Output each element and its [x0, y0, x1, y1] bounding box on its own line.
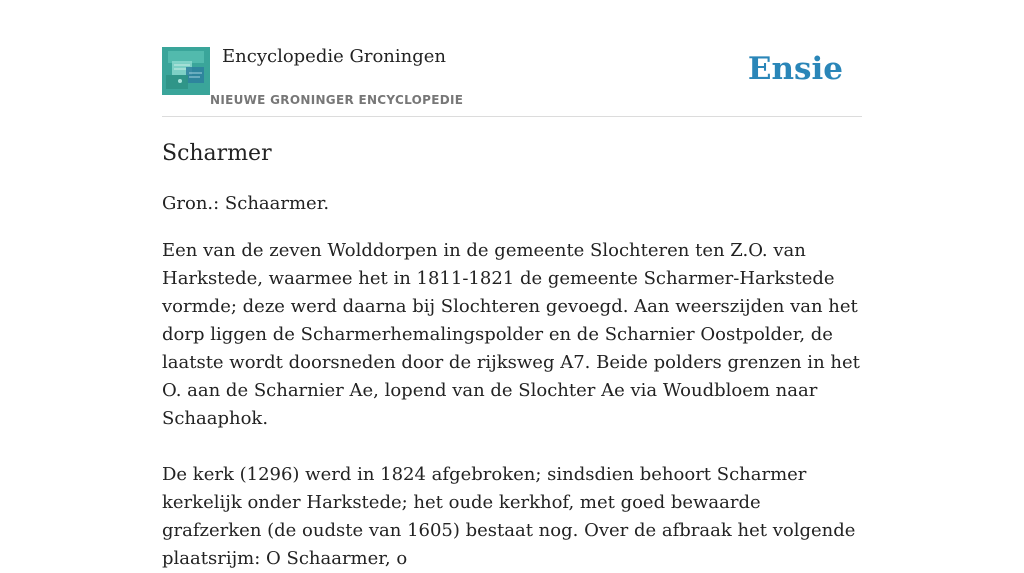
article-paragraph: Gron.: Schaarmer. [162, 193, 330, 214]
site-title[interactable]: Encyclopedie Groningen [222, 46, 447, 67]
article-paragraph: De kerk (1296) werd in 1824 afgebroken; sindsdien behoort Scharmer kerkelijk onder Harkstede; het oude kerkhof, met goed bewaarde grafzerken (de oudste van 1605) bestaat nog. Over de afbraak het volgende plaatsrijm: O Schaarmer, o [162, 464, 856, 569]
brand-logo[interactable]: Ensie [747, 51, 843, 87]
article-title: Scharmer [162, 141, 272, 166]
map-logo-icon[interactable] [162, 47, 210, 95]
article-content [162, 138, 862, 573]
article-paragraph: Een van de zeven Wolddorpen in de gemeente Slochteren ten Z.O. van Harkstede, waarmee het in 1811-1821 de gemeente Scharmer-Harkstede vormde; deze werd daarna bij Slochteren gevoegd. Aan weerszijden van het dorp liggen de Scharmerhemalingspolder en de Scharnier Oostpolder, de laatste wordt doorsneden door de rijksweg A7. Beide polders grenzen in het O. aan de Scharnier Ae, lopend van de Slochter Ae via Woudbloem naar Schaaphok. [162, 240, 860, 429]
site-header [162, 40, 862, 117]
site-subtitle: NIEUWE GRONINGER ENCYCLOPEDIE [210, 93, 464, 107]
